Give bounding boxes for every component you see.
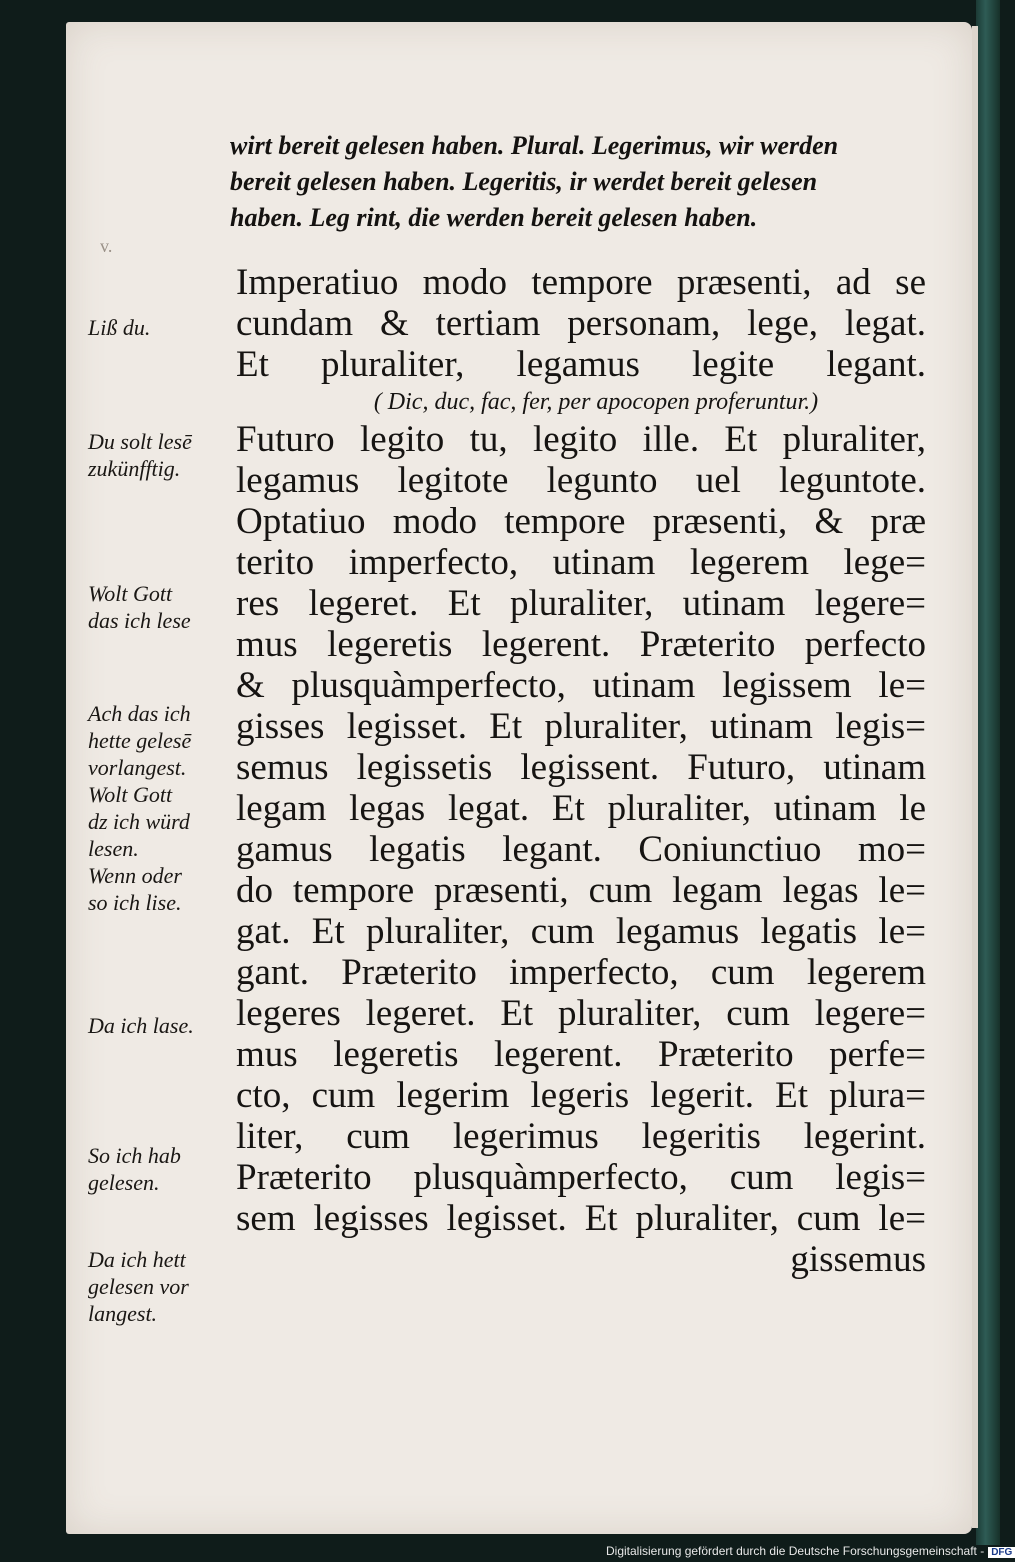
margin-note [88,1012,238,1039]
text-line: res legeret. Et pluraliter, utinam legere= [236,583,926,624]
text-line: terito imperfecto, utinam legerem lege= [236,542,926,583]
top-paragraph [230,128,930,236]
text-line: liter, cum legerimus legeritis legerint. [236,1116,926,1157]
margin-line: Da ich lase. [88,1013,194,1038]
text-line: legamus legitote legunto uel leguntote. [236,460,926,501]
margin-note [88,580,238,634]
catchword: gissemus [790,1239,926,1280]
margin-line: Wenn oder [88,863,182,888]
text-line: Et pluraliter, legamus legite legant. [236,344,926,385]
digitization-footer [606,1544,1015,1558]
margin-line: gelesen. [88,1170,160,1195]
margin-note [88,314,238,341]
page-edge [972,26,978,1528]
text-line: do tempore præsenti, cum legam legas le= [236,870,926,911]
text-line: Optatiuo modo tempore præsenti, & præ [236,501,926,542]
text-line: gamus legatis legant. Coniunctiuo mo= [236,829,926,870]
margin-line: Ach das ich [88,701,191,726]
footer-text: Digitalisierung gefördert durch die Deutsche Forschungsgemeinschaft - [606,1544,985,1558]
margin-line: Liß du. [88,315,151,340]
text-line: cundam & tertiam personam, lege, legat. [236,303,926,344]
text-line: legeres legeret. Et pluraliter, cum legere= [236,993,926,1034]
text-line: sem legisses legisset. Et pluraliter, cum le= [236,1198,926,1239]
margin-line: vorlangest. [88,755,187,780]
text-line: Futuro legito tu, legito ille. Et pluraliter, [236,419,926,460]
text-line: Præterito plusquàmperfecto, cum legis= [236,1157,926,1198]
main-text [236,262,926,1280]
text-line: gant. Præterito imperfecto, cum legerem [236,952,926,993]
catchmark: v. [100,236,113,256]
text-line: mus legeretis legerent. Præterito perfe= [236,1034,926,1075]
margin-line: hette gelesē [88,728,192,753]
margin-line: Du solt lesē [88,429,192,454]
text-line: legam legas legat. Et pluraliter, utinam le [236,788,926,829]
margin-line: gelesen vor [88,1274,189,1299]
margin-line: langest. [88,1301,158,1326]
text-line: gat. Et pluraliter, cum legamus legatis le= [236,911,926,952]
margin-line: Wolt Gott [88,782,173,807]
margin-line: So ich hab [88,1143,181,1168]
book-spine [976,0,1000,1545]
text-line: gisses legisset. Et pluraliter, utinam legis= [236,706,926,747]
text-line: mus legeretis legerent. Præterito perfecto [236,624,926,665]
margin-line: Da ich hett [88,1247,186,1272]
dfg-logo: DFG [988,1547,1015,1558]
margin-line: das ich lese [88,608,191,633]
margin-line: zukünfftig. [88,456,181,481]
margin-note [88,428,238,482]
margin-note [88,1142,238,1196]
top-line: bereit gelesen haben. Legeritis, ir werdet bereit gelesen [230,167,818,196]
margin-line: lesen. [88,836,139,861]
text-line: & plusquàmperfecto, utinam legissem le= [236,665,926,706]
text-line: semus legissetis legissent. Futuro, utinam [236,747,926,788]
margin-note [88,1246,238,1327]
margin-line: Wolt Gott [88,581,173,606]
text-line: cto, cum legerim legeris legerit. Et plura= [236,1075,926,1116]
top-line: haben. Leg rint, die werden bereit gelesen haben. [230,203,758,232]
margin-line: dz ich würd [88,809,190,834]
text-line: Imperatiuo modo tempore præsenti, ad se [236,262,926,303]
margin-note [88,700,238,916]
margin-line: so ich lise. [88,890,182,915]
top-line: wirt bereit gelesen haben. Plural. Legerimus, wir werden [230,131,839,160]
parenthetical-note: ( Dic, duc, fac, fer, per apocopen proferuntur.) [373,389,819,415]
